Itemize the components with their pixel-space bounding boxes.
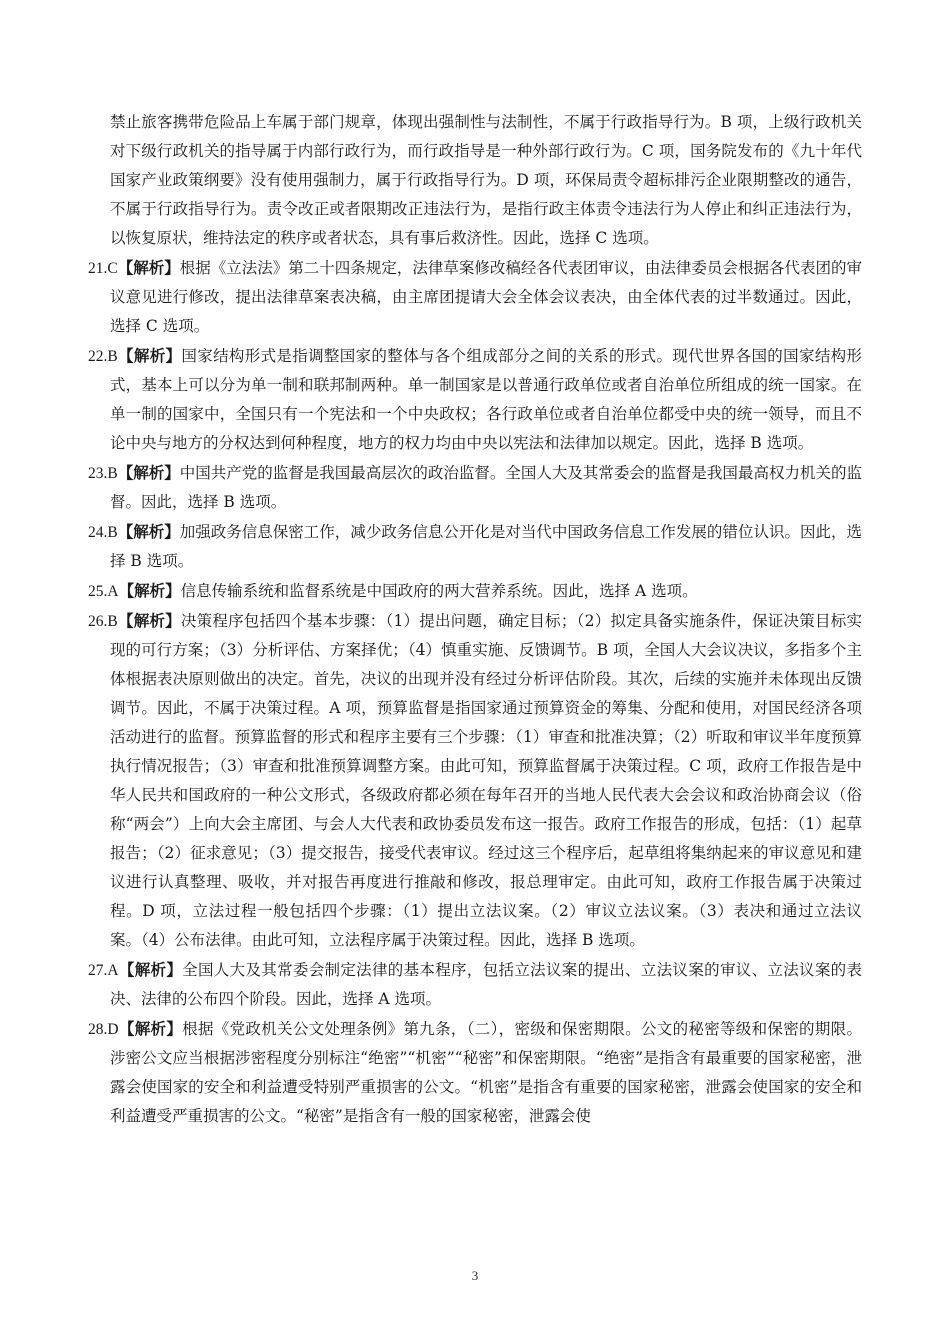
question-answer-number: 21.C — [88, 260, 118, 277]
explanation-text: 中国共产党的监督是我国最高层次的政治监督。全国人大及其常委会的监督是我国最高权力机关的监督。因此，选择 B 选项。 — [110, 464, 862, 511]
question-answer-number: 24.B — [88, 524, 118, 541]
explanation-text: 全国人大及其常委会制定法律的基本程序，包括立法议案的提出、立法议案的审议、立法议案的表决、法律的公布四个阶段。因此，选择 A 选项。 — [110, 961, 862, 1008]
explanation-item — [88, 606, 862, 955]
explanation-list — [88, 253, 862, 1131]
analysis-tag: 【解析】 — [117, 522, 180, 541]
explanation-text: 国家结构形式是指调整国家的整体与各个组成部分之间的关系的形式。现代世界各国的国家结构形式，基本上可以分为单一制和联邦制两种。单一制国家是以普通行政单位或者自治单位所组成的统一国家。在单一制的国家中，全国只有一个宪法和一个中央政权；各行政单位或者自治单位都受中央的统一领导，而且不论中央与地方的分权达到何种程度，地方的权力均由中央以宪法和法律加以规定。因此，选择 B 选项。 — [110, 347, 862, 452]
analysis-tag: 【解析】 — [118, 1019, 183, 1038]
explanation-text: 决策程序包括四个基本步骤：（1）提出问题，确定目标；（2）拟定具备实施条件，保证决策目标实现的可行方案；（3）分析评估、方案择优；（4）慎重实施、反馈调节。B 项，全国人大会议决议，多指多个主体根据表决原则做出的决定。首先，决议的出现并没有经过分析评估阶段。其次，后续的实施并未体现出反馈调节。因此，不属于决策过程。A 项，预算监督是指国家通过预算资金的筹集、分配和使用，对国民经济各项活动进行的监督。预算监督的形式和程序主要有三个步骤：（1）审查和批准决算；（2）听取和审议半年度预算执行情况报告；（3）审查和批准预算调整方案。由此可知，预算监督属于决策过程。C 项，政府工作报告是中华人民共和国政府的一种公文形式，各级政府都必须在每年召开的当地人民代表大会会议和政治协商会议（俗称“两会”）上向大会主席团、与会人大代表和政协委员发布这一报告。政府工作报告的形成，包括：（1）起草报告；（2）征求意见；（3）提交报告，接受代表审议。经过这三个程序后，起草组将集纳起来的审议意见和建议进行认真整理、吸收，并对报告再度进行推敲和修改，报总理审定。由此可知，政府工作报告属于决策过程。D 项，立法过程一般包括四个步骤：（1）提出立法议案。（2）审议立法议案。（3）表决和通过立法议案。（4）公布法律。由此可知，立法程序属于决策过程。因此，选择 B 选项。 — [110, 612, 862, 949]
analysis-tag: 【解析】 — [117, 258, 180, 277]
continued-paragraph: 禁止旅客携带危险品上车属于部门规章，体现出强制性与法制性，不属于行政指导行为。B 项，上级行政机关对下级行政机关的指导属于内部行政行为，而行政指导是一种外部行政行为。C 项，国务院发布的《九十年代国家产业政策纲要》没有使用强制力，属于行政指导行为。D 项，环保局责令超标排污企业限期整改的通告，不属于行政指导行为。责令改正或者限期改正违法行为，是指行政主体责令违法行为人停止和纠正违法行为，以恢复原状，维持法定的秩序或者状态，具有事后救济性。因此，选择 C 选项。 — [110, 113, 862, 247]
analysis-tag: 【解析】 — [117, 463, 180, 482]
analysis-tag: 【解析】 — [118, 581, 181, 600]
explanation-item — [88, 253, 862, 341]
explanation-text: 加强政务信息保密工作，减少政务信息公开化是对当代中国政务信息工作发展的错位认识。因此，选择 B 选项。 — [110, 523, 862, 570]
explanation-text: 信息传输系统和监督系统是中国政府的两大营养系统。因此，选择 A 选项。 — [180, 582, 698, 600]
explanation-item — [88, 576, 862, 606]
question-answer-number: 23.B — [88, 465, 118, 482]
question-answer-number: 22.B — [88, 348, 118, 365]
question-answer-number: 25.A — [88, 583, 119, 600]
explanation-text: 根据《立法法》第二十四条规定，法律草案修改稿经各代表团审议，由法律委员会根据各代表团的审议意见进行修改，提出法律草案表决稿，由主席团提请大会全体会议表决，由全体代表的过半数通过。因此，选择 C 选项。 — [110, 259, 862, 335]
question-answer-number: 28.D — [88, 1021, 119, 1038]
question-answer-number: 26.B — [88, 613, 118, 630]
explanation-item — [88, 341, 862, 458]
question-answer-number: 27.A — [88, 962, 119, 979]
explanation-item — [88, 955, 862, 1014]
analysis-tag: 【解析】 — [117, 346, 182, 365]
explanation-item — [88, 517, 862, 576]
answer-explanations — [88, 108, 862, 1131]
page-number: 3 — [471, 1268, 479, 1283]
explanation-item — [88, 458, 862, 517]
analysis-tag: 【解析】 — [117, 611, 181, 630]
analysis-tag: 【解析】 — [118, 960, 183, 979]
explanation-item — [88, 1014, 862, 1131]
explanation-text: 根据《党政机关公文处理条例》第九条，（二），密级和保密期限。公文的秘密等级和保密的期限。涉密公文应当根据涉密程度分别标注“绝密”“机密”“秘密”和保密期限。“绝密”是指含有最重要的国家秘密，泄露会使国家的安全和利益遭受特别严重损害的公文。“机密”是指含有重要的国家秘密，泄露会使国家的安全和利益遭受严重损害的公文。“秘密”是指含有一般的国家秘密，泄露会使 — [110, 1020, 862, 1125]
